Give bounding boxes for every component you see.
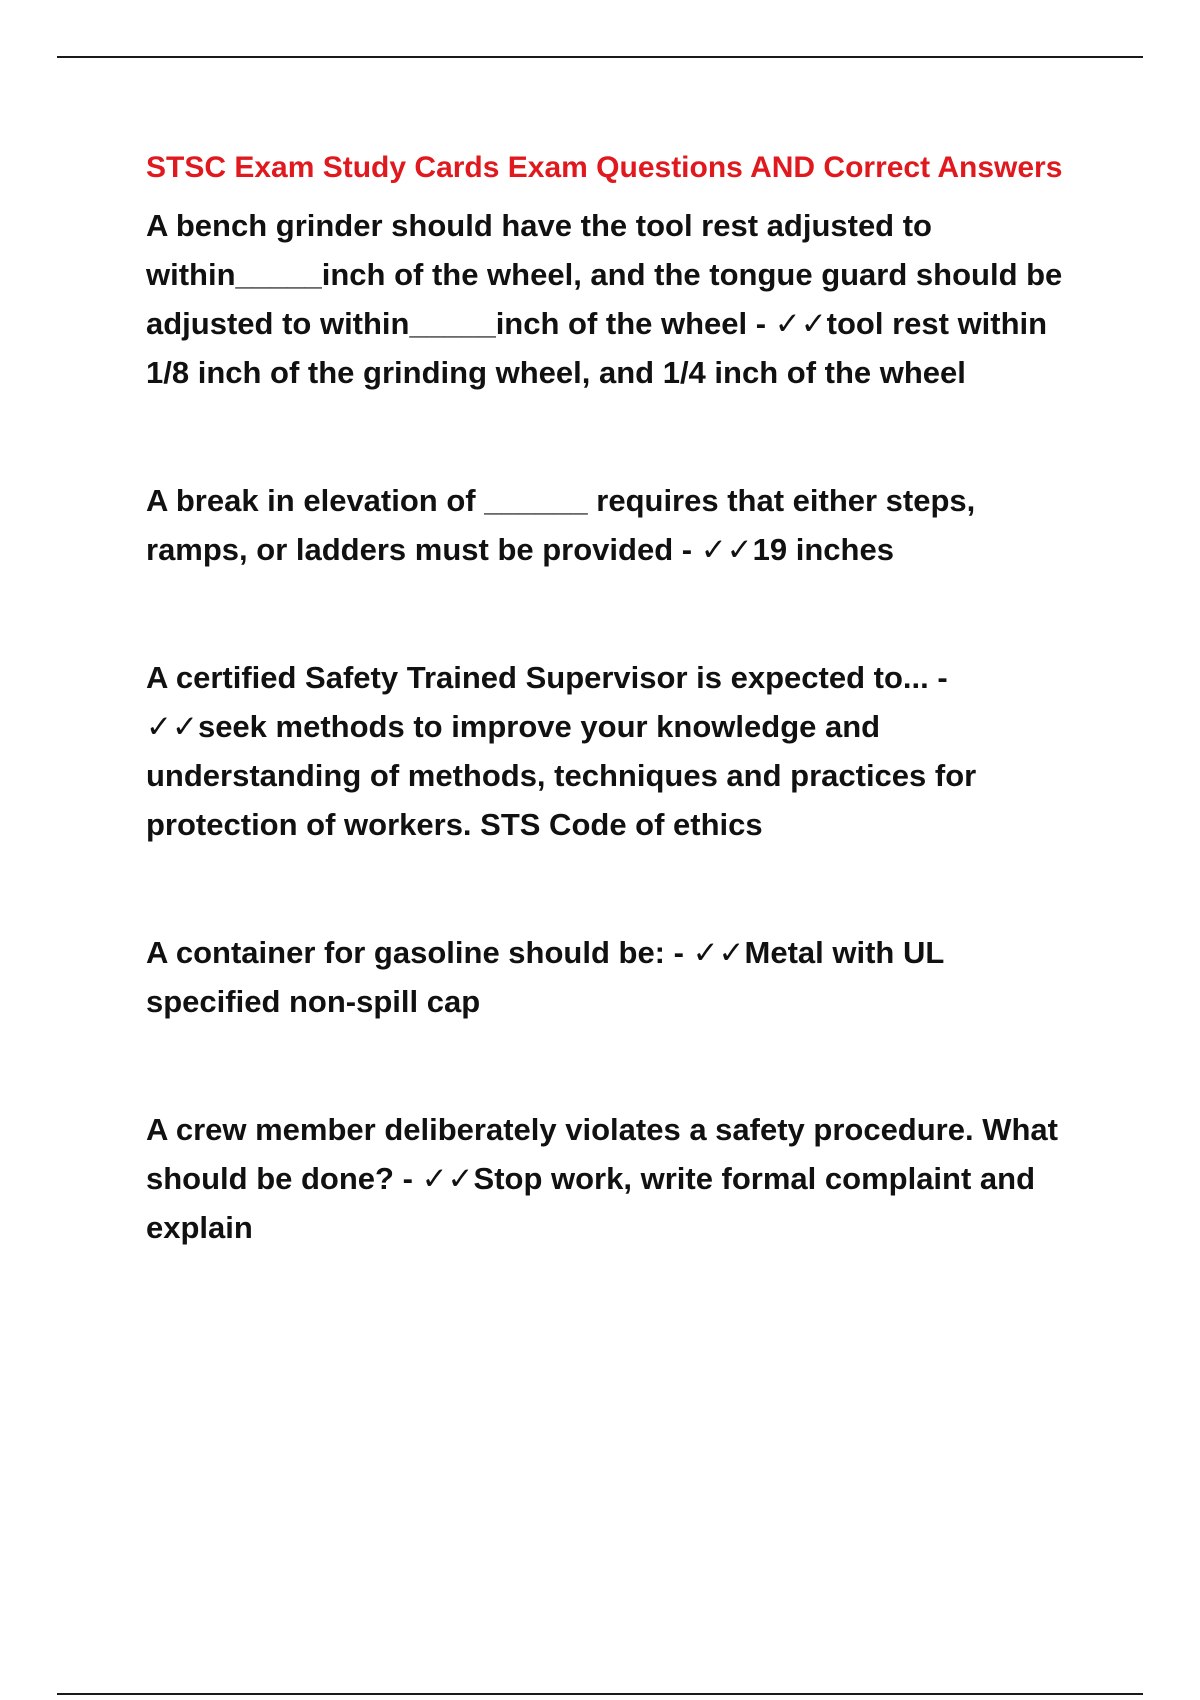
question-text: A certified Safety Trained Supervisor is expected to... bbox=[146, 660, 929, 695]
answer-text: 19 inches bbox=[752, 532, 894, 567]
qa-item-5 bbox=[146, 1105, 1076, 1252]
qa-item-1 bbox=[146, 201, 1076, 397]
check-icon: ✓✓ bbox=[421, 1161, 474, 1196]
question-text: A crew member deliberately violates a safety procedure. What should be done? bbox=[146, 1112, 1058, 1196]
question-text: A bench grinder should have the tool rest adjusted to within_____inch of the wheel, and the tongue guard should be adjusted to within_____inch of the wheel bbox=[146, 208, 1063, 341]
answer-text: Stop work, write formal complaint and explain bbox=[146, 1161, 1036, 1245]
check-icon: ✓✓ bbox=[146, 709, 198, 744]
separator: - bbox=[665, 935, 693, 970]
check-icon: ✓✓ bbox=[700, 532, 753, 567]
check-icon: ✓✓ bbox=[692, 935, 745, 970]
document-body bbox=[146, 148, 1076, 1252]
separator: - bbox=[673, 532, 701, 567]
question-text: A container for gasoline should be: bbox=[146, 935, 666, 970]
answer-text: Metal with UL specified non-spill cap bbox=[146, 935, 944, 1019]
qa-item-3 bbox=[146, 653, 1076, 849]
qa-item-2 bbox=[146, 476, 1076, 574]
document-title: STSC Exam Study Cards Exam Questions AND Correct Answers bbox=[146, 151, 1063, 184]
qa-item-4 bbox=[146, 928, 1076, 1026]
bottom-rule bbox=[57, 1693, 1143, 1695]
check-icon: ✓✓ bbox=[774, 306, 827, 341]
answer-text: tool rest within 1/8 inch of the grinding wheel, and 1/4 inch of the wheel bbox=[146, 306, 1048, 390]
question-text: A break in elevation of ______ requires that either steps, ramps, or ladders must be provided bbox=[146, 483, 976, 567]
top-rule bbox=[57, 56, 1143, 58]
separator: - bbox=[928, 660, 948, 695]
answer-text: seek methods to improve your knowledge and understanding of methods, techniques and practices for protection of workers. STS Code of ethics bbox=[146, 709, 977, 842]
separator: - bbox=[747, 306, 775, 341]
separator: - bbox=[394, 1161, 422, 1196]
